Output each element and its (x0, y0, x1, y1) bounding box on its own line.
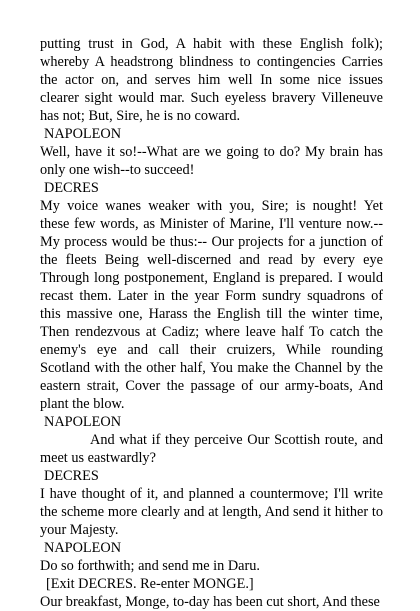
paragraph: I have thought of it, and planned a countermove; I'll write the scheme more clearly and at length, And send it hither to your Majesty. (40, 486, 383, 538)
paragraph: putting trust in God, A habit with these English folk); whereby A headstrong blindness to contingencies Carries the actor on, and serves him well In some nice issues clearer sight would mar. Such eyeless bravery Villeneuve has not; But, Sire, he is no coward. (40, 36, 383, 124)
speaker-name: DECRES (44, 468, 99, 484)
paragraph: Our breakfast, Monge, to-day has been cut short, And these (40, 594, 380, 610)
speaker-name: NAPOLEON (44, 414, 122, 430)
document-page (40, 35, 383, 611)
speaker-name: DECRES (44, 180, 99, 196)
speaker-name: NAPOLEON (44, 126, 122, 142)
indented-paragraph: And what if they perceive Our Scottish route, and meet us eastwardly? (40, 432, 383, 466)
paragraph: Well, have it so!--What are we going to do? My brain has only one wish--to succeed! (40, 144, 383, 178)
stage-direction: [Exit DECRES. Re-enter MONGE.] (46, 576, 254, 592)
speaker-name: NAPOLEON (44, 540, 122, 556)
paragraph: Do so forthwith; and send me in Daru. (40, 558, 260, 574)
paragraph: My voice wanes weaker with you, Sire; is nought! Yet these few words, as Minister of Marine, I'll venture now.--My process would be thus:-- Our projects for a junction of the fleets Being well-discerned and read by every eye Through long postponement, England is prepared. I would recast them. Later in the year Form sundry squadrons of this massive one, Harass the English till the winter time, Then rendezvous at Cadiz; where leave half To catch the enemy's eye and call their cruizers, While rounding Scotland with the other half, You make the Channel by the eastern strait, Cover the passage of our army-boats, And plant the blow. (40, 198, 383, 412)
